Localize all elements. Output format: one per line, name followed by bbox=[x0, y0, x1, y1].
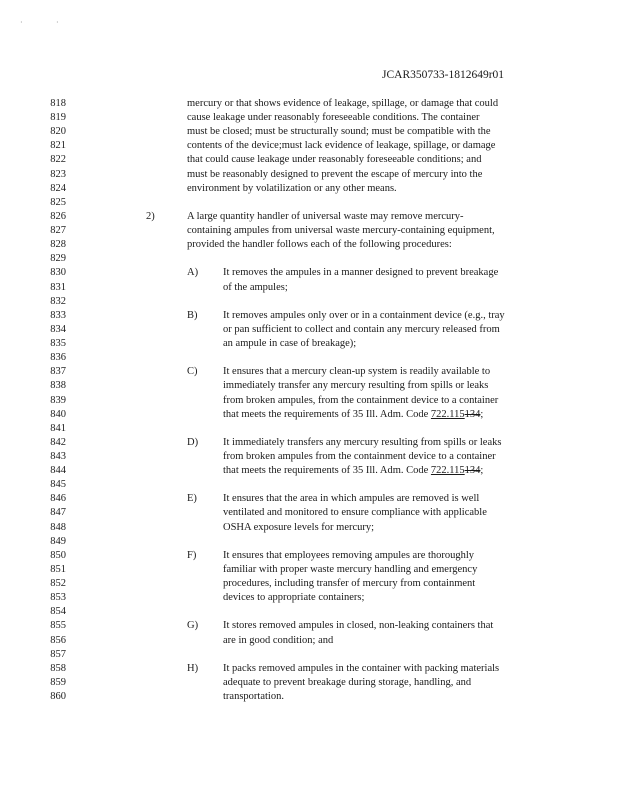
list-item-line: devices to appropriate containers; bbox=[223, 592, 365, 603]
line-number: 849 bbox=[50, 536, 66, 547]
scan-speck: · bbox=[20, 18, 23, 27]
line-number: 840 bbox=[50, 409, 66, 420]
list-marker: B) bbox=[187, 310, 198, 321]
line-number: 837 bbox=[50, 366, 66, 377]
inserted-text: 722.115 bbox=[430, 409, 465, 420]
line-number: 832 bbox=[50, 296, 66, 307]
deleted-text: 134 bbox=[464, 465, 481, 476]
list-item-line: from broken ampules, from the containment device to a container bbox=[223, 395, 499, 406]
citation-text: ; bbox=[480, 409, 484, 420]
list-item-line: It ensures that the area in which ampules are removed is well bbox=[223, 493, 480, 504]
line-number: 841 bbox=[50, 423, 66, 434]
line-number: 822 bbox=[50, 154, 66, 165]
list-item-line: familiar with proper waste mercury handling and emergency bbox=[223, 564, 478, 575]
list-item-line: It packs removed ampules in the container with packing materials bbox=[223, 663, 500, 674]
citation-text: that meets the requirements of 35 Ill. Adm. Code bbox=[223, 409, 431, 420]
line-number: 831 bbox=[50, 282, 66, 293]
list-marker: 2) bbox=[146, 211, 155, 222]
paragraph-line: A large quantity handler of universal waste may remove mercury- bbox=[187, 211, 464, 222]
line-number: 855 bbox=[50, 620, 66, 631]
line-number: 857 bbox=[50, 649, 66, 660]
list-item-line: are in good condition; and bbox=[223, 635, 334, 646]
paragraph-line: must be closed; must be structurally sound; must be compatible with the bbox=[187, 126, 491, 137]
list-marker: G) bbox=[187, 620, 199, 631]
citation-text: that meets the requirements of 35 Ill. Adm. Code bbox=[223, 465, 431, 476]
line-number: 858 bbox=[50, 663, 66, 674]
citation-text: ; bbox=[480, 465, 484, 476]
list-marker: E) bbox=[187, 493, 197, 504]
line-number: 839 bbox=[50, 395, 66, 406]
line-number: 835 bbox=[50, 338, 66, 349]
list-item-line: an ampule in case of breakage); bbox=[223, 338, 357, 349]
line-number: 846 bbox=[50, 493, 66, 504]
line-number: 845 bbox=[50, 479, 66, 490]
list-marker: A) bbox=[187, 267, 199, 278]
list-item-line: procedures, including transfer of mercury from containment bbox=[223, 578, 476, 589]
line-number: 828 bbox=[50, 239, 66, 250]
line-number: 819 bbox=[50, 112, 66, 123]
list-marker: F) bbox=[187, 550, 197, 561]
line-number: 842 bbox=[50, 437, 66, 448]
line-number: 860 bbox=[50, 691, 66, 702]
paragraph-line: cause leakage under reasonably foreseeable conditions. The container bbox=[187, 112, 480, 123]
list-marker: D) bbox=[187, 437, 199, 448]
list-item-line: It immediately transfers any mercury resulting from spills or leaks bbox=[223, 437, 502, 448]
list-item-line: OSHA exposure levels for mercury; bbox=[223, 522, 375, 533]
line-number: 843 bbox=[50, 451, 66, 462]
paragraph-line: that could cause leakage under reasonably foreseeable conditions; and bbox=[187, 154, 482, 165]
list-item-line: It removes the ampules in a manner designed to prevent breakage bbox=[223, 267, 499, 278]
paragraph-line: contents of the device;must lack evidence of leakage, spillage, or damage bbox=[187, 140, 496, 151]
line-number: 824 bbox=[50, 183, 66, 194]
line-number: 852 bbox=[50, 578, 66, 589]
line-number: 856 bbox=[50, 635, 66, 646]
line-number: 854 bbox=[50, 606, 66, 617]
list-marker: H) bbox=[187, 663, 199, 674]
inserted-text: 722.115 bbox=[430, 465, 465, 476]
line-number: 826 bbox=[50, 211, 66, 222]
list-item-line: or pan sufficient to collect and contain any mercury released from bbox=[223, 324, 500, 335]
line-number: 825 bbox=[50, 197, 66, 208]
line-number: 829 bbox=[50, 253, 66, 264]
line-number: 834 bbox=[50, 324, 66, 335]
line-number: 836 bbox=[50, 352, 66, 363]
list-item-line: It stores removed ampules in closed, non-leaking containers that bbox=[223, 620, 494, 631]
list-marker: C) bbox=[187, 366, 198, 377]
deleted-text: 134 bbox=[464, 409, 481, 420]
scan-speck: · bbox=[56, 18, 59, 27]
list-item-line bbox=[223, 409, 483, 421]
list-item-line: It removes ampules only over or in a containment device (e.g., tray bbox=[223, 310, 505, 321]
list-item-line: transportation. bbox=[223, 691, 284, 702]
line-number: 847 bbox=[50, 507, 66, 518]
line-number: 830 bbox=[50, 267, 66, 278]
line-number: 850 bbox=[50, 550, 66, 561]
line-number: 821 bbox=[50, 140, 66, 151]
paragraph-line: must be reasonably designed to prevent the escape of mercury into the bbox=[187, 169, 483, 180]
line-number: 818 bbox=[50, 98, 66, 109]
list-item-line: from broken ampules from the containment device to a container bbox=[223, 451, 496, 462]
paragraph-line: provided the handler follows each of the following procedures: bbox=[187, 239, 452, 250]
list-item-line: adequate to prevent breakage during storage, handling, and bbox=[223, 677, 472, 688]
line-number: 827 bbox=[50, 225, 66, 236]
list-item-line: of the ampules; bbox=[223, 282, 288, 293]
line-number: 844 bbox=[50, 465, 66, 476]
line-number: 851 bbox=[50, 564, 66, 575]
line-number: 838 bbox=[50, 380, 66, 391]
list-item-line: ventilated and monitored to ensure compliance with applicable bbox=[223, 507, 487, 518]
line-number: 833 bbox=[50, 310, 66, 321]
list-item-line: It ensures that employees removing ampules are thoroughly bbox=[223, 550, 475, 561]
list-item-line: immediately transfer any mercury resulting from spills or leaks bbox=[223, 380, 489, 391]
line-number: 848 bbox=[50, 522, 66, 533]
list-item-line bbox=[223, 465, 483, 477]
list-item-line: It ensures that a mercury clean-up system is readily available to bbox=[223, 366, 491, 377]
line-number: 823 bbox=[50, 169, 66, 180]
line-number: 853 bbox=[50, 592, 66, 603]
line-number: 820 bbox=[50, 126, 66, 137]
paragraph-line: mercury or that shows evidence of leakage, spillage, or damage that could bbox=[187, 98, 499, 109]
document-id: JCAR350733-1812649r01 bbox=[382, 69, 505, 81]
paragraph-line: containing ampules from universal waste mercury-containing equipment, bbox=[187, 225, 495, 236]
paragraph-line: environment by volatilization or any other means. bbox=[187, 183, 397, 194]
line-number: 859 bbox=[50, 677, 66, 688]
